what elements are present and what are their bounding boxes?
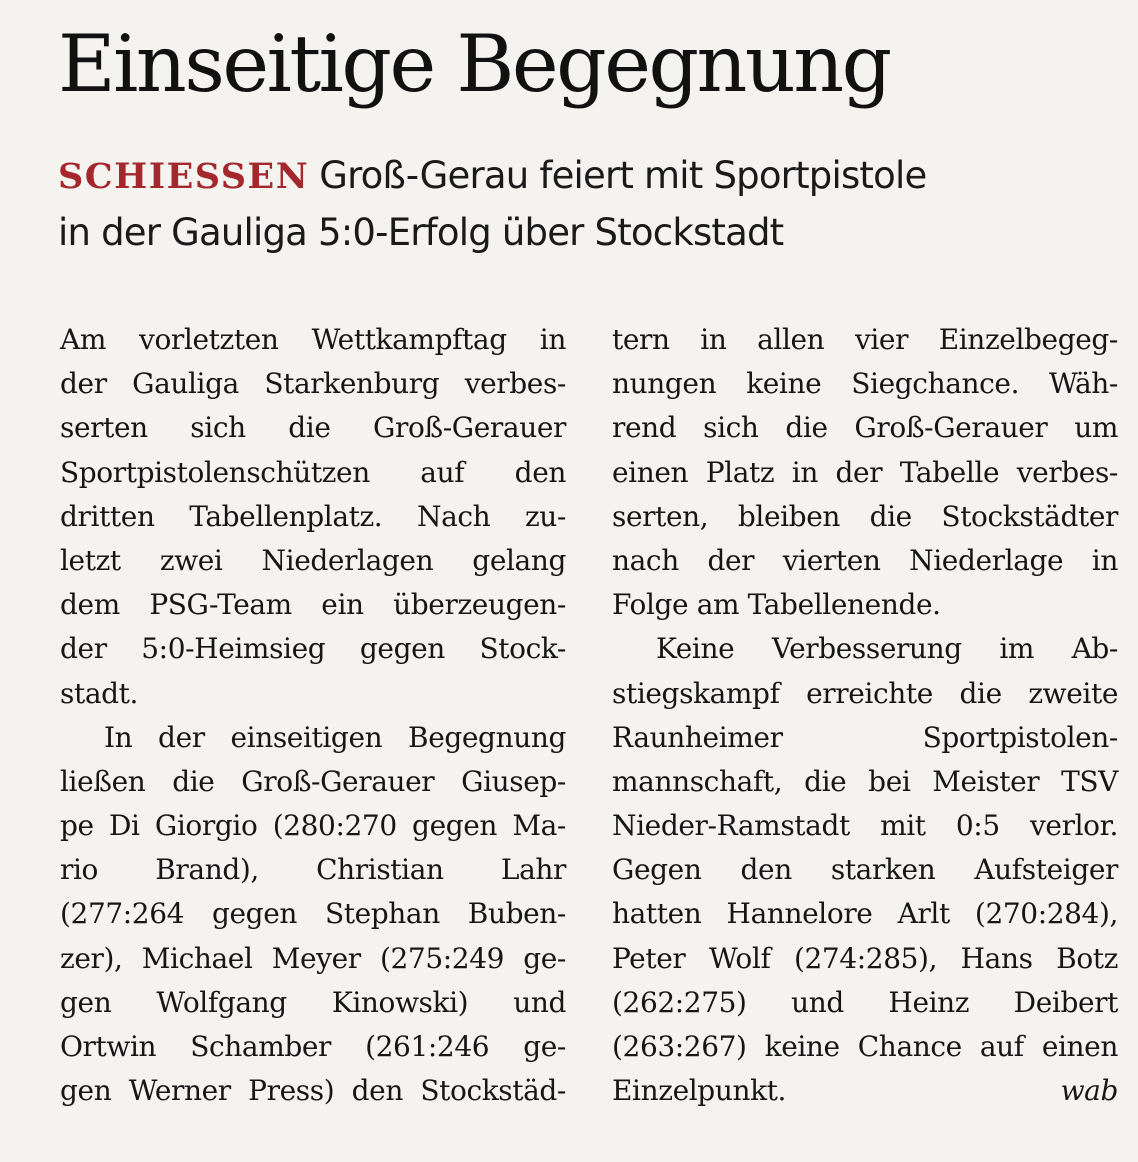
text-line: der Gauliga Starkenburg verbes- — [60, 367, 566, 401]
text-line: Einzelpunkt. — [612, 1074, 787, 1108]
text-line: Nieder-Ramstadt mit 0:5 verlor. — [612, 809, 1118, 843]
text-line: einen Platz in der Tabelle verbes- — [612, 455, 1118, 489]
text-line: rio Brand), Christian Lahr — [60, 853, 566, 887]
text-line: Folge am Tabellenende. — [612, 588, 941, 622]
text-line: der 5:0-Heimsieg gegen Stock- — [60, 632, 566, 666]
text-line: pe Di Giorgio (280:270 gegen Ma- — [60, 809, 566, 843]
text-line: zer), Michael Meyer (275:249 ge- — [60, 941, 566, 975]
article-column-left — [60, 318, 566, 1113]
text-line: ließen die Groß-Gerauer Giusep- — [60, 764, 566, 798]
text-line: Am vorletzten Wettkampftag in — [60, 323, 566, 356]
text-line: gen Wolfgang Kinowski) und — [60, 985, 566, 1019]
text-line: serten sich die Groß-Gerauer — [60, 411, 566, 445]
subheadline-text: Groß-Gerau feiert mit Sportpistole — [319, 154, 927, 197]
text-line: Sportpistolenschützen auf den — [60, 455, 566, 489]
subheadline-line: in der Gauliga 5:0-Erfolg über Stockstadt — [58, 211, 784, 254]
text-line: dritten Tabellenplatz. Nach zu- — [60, 499, 566, 533]
text-line: stadt. — [60, 676, 138, 710]
text-line: serten, bleiben die Stockstädter — [612, 499, 1118, 533]
text-line: letzt zwei Niederlagen gelang — [60, 543, 566, 577]
text-line: In der einseitigen Begegnung — [104, 720, 566, 754]
text-line: rend sich die Groß-Gerauer um — [612, 411, 1118, 445]
text-line: nach der vierten Niederlage in — [612, 543, 1118, 577]
subheadline-line — [58, 148, 1128, 205]
text-line: (262:275) und Heinz Deibert — [612, 985, 1118, 1019]
text-line: dem PSG-Team ein überzeugen- — [60, 588, 566, 622]
text-line: tern in allen vier Einzelbegeg- — [612, 323, 1118, 356]
text-line: (263:267) keine Chance auf einen — [612, 1030, 1118, 1063]
text-line: nungen keine Siegchance. Wäh- — [612, 367, 1118, 401]
byline: wab — [1060, 1074, 1118, 1108]
text-line: (277:264 gegen Stephan Buben- — [60, 897, 566, 931]
text-line: Gegen den starken Aufsteiger — [612, 853, 1118, 887]
article-column-right — [612, 318, 1118, 1113]
text-line: gen Werner Press) den Stockstäd- — [60, 1074, 566, 1108]
text-line-with-byline — [612, 1069, 1118, 1113]
text-line: Ortwin Schamber (261:246 ge- — [60, 1030, 566, 1063]
text-line: stiegskampf erreichte die zweite — [612, 676, 1118, 710]
kicker: SCHIESSEN — [58, 156, 310, 197]
text-line: Keine Verbesserung im Ab- — [656, 632, 1118, 666]
text-line: Raunheimer Sportpistolen- — [612, 720, 1118, 754]
text-line: Peter Wolf (274:285), Hans Botz — [612, 941, 1118, 975]
subheadline — [58, 148, 1128, 261]
text-line: hatten Hannelore Arlt (270:284), — [612, 897, 1118, 931]
text-line: mannschaft, die bei Meister TSV — [612, 764, 1118, 798]
headline: Einseitige Begegnung — [58, 18, 890, 110]
